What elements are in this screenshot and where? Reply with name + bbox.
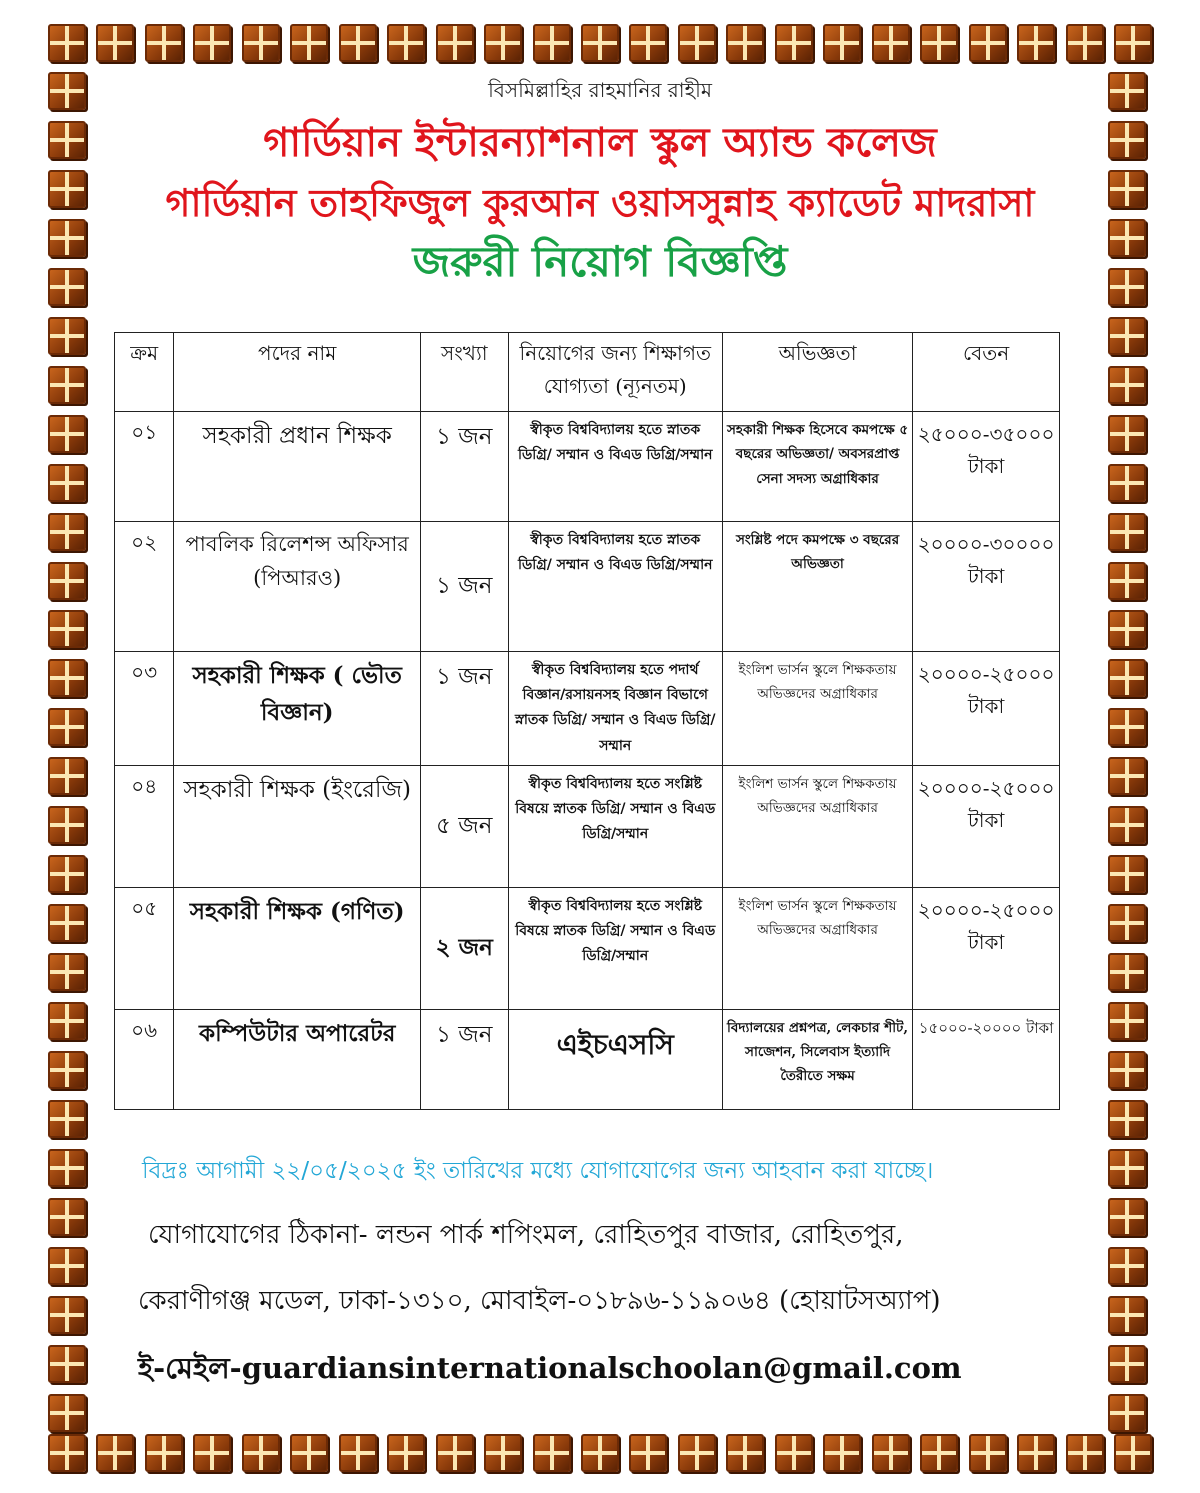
box-tile-icon xyxy=(872,24,910,62)
row-education: স্বীকৃত বিশ্ববিদ্যালয় হতে সংশ্লিষ্ট বিষয়ে স্নাতক ডিগ্রি/ সম্মান ও বিএড ডিগ্রি/সম্মান xyxy=(508,887,722,1009)
contact-address-line1: যোগাযোগের ঠিকানা- লন্ডন পার্ক শপিংমল, রোহিতপুর বাজার, রোহিতপুর, xyxy=(148,1220,904,1250)
table-header-row xyxy=(115,333,1060,412)
box-tile-icon xyxy=(436,24,474,62)
box-tile-icon xyxy=(48,1247,86,1285)
row-post: কম্পিউটার অপারেটর xyxy=(174,1009,421,1109)
box-tile-icon xyxy=(920,1434,958,1472)
box-tile-icon xyxy=(1066,1434,1104,1472)
box-tile-icon xyxy=(969,1434,1007,1472)
row-sl: ০৩ xyxy=(115,652,174,766)
madrasa-name: গার্ডিয়ান তাহফিজুল কুরআন ওয়াসসুন্নাহ ক্যাডেট মাদরাসা xyxy=(165,181,1035,225)
box-tile-icon xyxy=(1108,562,1146,600)
box-tile-icon xyxy=(48,170,86,208)
row-count: ১ জন xyxy=(420,652,508,766)
box-tile-icon xyxy=(387,1434,425,1472)
row-count: ৫ জন xyxy=(420,765,508,887)
notice-content xyxy=(100,70,1100,1385)
row-experience: সহকারী শিক্ষক হিসেবে কমপক্ষে ৫ বছরের অভিজ্ঞতা/ অবসরপ্রাপ্ত সেনা সদস্য অগ্রাধিকার xyxy=(722,412,912,522)
box-tile-icon xyxy=(533,24,571,62)
table-row xyxy=(115,412,1060,522)
box-tile-icon xyxy=(484,1434,522,1472)
box-tile-icon xyxy=(48,1394,86,1432)
row-experience: ইংলিশ ভার্সন স্কুলে শিক্ষকতায় অভিজ্ঞদের অগ্রাধিকার xyxy=(722,765,912,887)
box-tile-icon xyxy=(48,72,86,110)
box-tile-icon xyxy=(48,855,86,893)
box-tile-icon xyxy=(193,24,231,62)
box-tile-icon xyxy=(726,1434,764,1472)
box-tile-icon xyxy=(1108,1051,1146,1089)
row-education: স্বীকৃত বিশ্ববিদ্যালয় হতে স্নাতক ডিগ্রি/ সম্মান ও বিএড ডিগ্রি/সম্মান xyxy=(508,522,722,652)
box-tile-icon xyxy=(1108,1247,1146,1285)
box-tile-icon xyxy=(1108,708,1146,746)
header-sl: ক্রম xyxy=(115,333,174,412)
box-tile-icon xyxy=(48,562,86,600)
border-right xyxy=(1108,72,1152,1432)
table-row xyxy=(115,887,1060,1009)
box-tile-icon xyxy=(242,24,280,62)
box-tile-icon xyxy=(48,757,86,795)
border-top xyxy=(48,24,1152,68)
box-tile-icon xyxy=(339,1434,377,1472)
box-tile-icon xyxy=(1108,72,1146,110)
row-count: ১ জন xyxy=(420,1009,508,1109)
box-tile-icon xyxy=(1108,1345,1146,1383)
box-tile-icon xyxy=(1108,317,1146,355)
table-row xyxy=(115,522,1060,652)
box-tile-icon xyxy=(1108,513,1146,551)
row-experience: ইংলিশ ভার্সন স্কুলে শিক্ষকতায় অভিজ্ঞদের অগ্রাধিকার xyxy=(722,652,912,766)
box-tile-icon xyxy=(1108,757,1146,795)
box-tile-icon xyxy=(1108,953,1146,991)
box-tile-icon xyxy=(436,1434,474,1472)
box-tile-icon xyxy=(533,1434,571,1472)
row-experience: বিদ্যালয়ের প্রশ্নপত্র, লেকচার শীট, সাজেশন, সিলেবাস ইত্যাদি তৈরীতে সক্ষম xyxy=(722,1009,912,1109)
box-tile-icon xyxy=(1108,219,1146,257)
row-count: ১ জন xyxy=(420,522,508,652)
row-education: এইচএসসি xyxy=(508,1009,722,1109)
row-salary: ২০০০০-২৫০০০ টাকা xyxy=(913,652,1060,766)
box-tile-icon xyxy=(48,1296,86,1334)
box-tile-icon xyxy=(1114,1434,1152,1472)
box-tile-icon xyxy=(920,24,958,62)
box-tile-icon xyxy=(339,24,377,62)
box-tile-icon xyxy=(48,1198,86,1236)
box-tile-icon xyxy=(48,953,86,991)
row-education: স্বীকৃত বিশ্ববিদ্যালয় হতে সংশ্লিষ্ট বিষয়ে স্নাতক ডিগ্রি/ সম্মান ও বিএড ডিগ্রি/সম্মান xyxy=(508,765,722,887)
row-sl: ০৫ xyxy=(115,887,174,1009)
box-tile-icon xyxy=(1114,24,1152,62)
box-tile-icon xyxy=(726,24,764,62)
deadline-notice: বিদ্রঃ আগামী ২২/০৫/২০২৫ ইং তারিখের মধ্যে যোগাযোগের জন্য আহবান করা যাচ্ছে। xyxy=(142,1158,934,1184)
table-row xyxy=(115,1009,1060,1109)
header-experience: অভিজ্ঞতা xyxy=(722,333,912,412)
row-post: সহকারী শিক্ষক (গণিত) xyxy=(174,887,421,1009)
box-tile-icon xyxy=(1108,806,1146,844)
row-salary: ২০০০০-৩০০০০ টাকা xyxy=(913,522,1060,652)
box-tile-icon xyxy=(96,1434,134,1472)
box-tile-icon xyxy=(145,1434,183,1472)
box-tile-icon xyxy=(1108,268,1146,306)
row-education: স্বীকৃত বিশ্ববিদ্যালয় হতে স্নাতক ডিগ্রি/ সম্মান ও বিএড ডিগ্রি/সম্মান xyxy=(508,412,722,522)
box-tile-icon xyxy=(48,513,86,551)
box-tile-icon xyxy=(581,24,619,62)
box-tile-icon xyxy=(969,24,1007,62)
row-count: ১ জন xyxy=(420,412,508,522)
box-tile-icon xyxy=(145,24,183,62)
box-tile-icon xyxy=(48,464,86,502)
box-tile-icon xyxy=(48,219,86,257)
table-row xyxy=(115,765,1060,887)
box-tile-icon xyxy=(678,1434,716,1472)
row-salary: ১৫০০০-২০০০০ টাকা xyxy=(913,1009,1060,1109)
box-tile-icon xyxy=(48,1002,86,1040)
box-tile-icon xyxy=(48,268,86,306)
box-tile-icon xyxy=(823,24,861,62)
box-tile-icon xyxy=(48,415,86,453)
box-tile-icon xyxy=(1108,1296,1146,1334)
box-tile-icon xyxy=(1017,24,1055,62)
row-count: ২ জন xyxy=(420,887,508,1009)
row-sl: ০৪ xyxy=(115,765,174,887)
row-post: সহকারী শিক্ষক ( ভৌত বিজ্ঞান) xyxy=(174,652,421,766)
box-tile-icon xyxy=(1108,464,1146,502)
box-tile-icon xyxy=(1108,121,1146,159)
header-salary: বেতন xyxy=(913,333,1060,412)
box-tile-icon xyxy=(48,904,86,942)
box-tile-icon xyxy=(1108,1394,1146,1432)
table-row xyxy=(115,652,1060,766)
box-tile-icon xyxy=(581,1434,619,1472)
box-tile-icon xyxy=(629,24,667,62)
row-experience: সংশ্লিষ্ট পদে কমপক্ষে ৩ বছরের অভিজ্ঞতা xyxy=(722,522,912,652)
box-tile-icon xyxy=(290,24,328,62)
row-post: পাবলিক রিলেশন্স অফিসার (পিআরও) xyxy=(174,522,421,652)
box-tile-icon xyxy=(1108,904,1146,942)
box-tile-icon xyxy=(48,806,86,844)
row-sl: ০১ xyxy=(115,412,174,522)
row-post: সহকারী শিক্ষক (ইংরেজি) xyxy=(174,765,421,887)
box-tile-icon xyxy=(193,1434,231,1472)
box-tile-icon xyxy=(1066,24,1104,62)
notice-title: জরুরী নিয়োগ বিজ্ঞপ্তি xyxy=(412,236,788,286)
box-tile-icon xyxy=(775,24,813,62)
box-tile-icon xyxy=(1108,659,1146,697)
row-education: স্বীকৃত বিশ্ববিদ্যালয় হতে পদার্থ বিজ্ঞান/রসায়নসহ বিজ্ঞান বিভাগে স্নাতক ডিগ্রি/ সম্মান ও বিএড ডিগ্রি/সম্মান xyxy=(508,652,722,766)
box-tile-icon xyxy=(1108,415,1146,453)
box-tile-icon xyxy=(48,659,86,697)
header-education: নিয়োগের জন্য শিক্ষাগত যোগ্যতা (ন্যূনতম) xyxy=(508,333,722,412)
box-tile-icon xyxy=(1108,855,1146,893)
row-salary: ২০০০০-২৫০০০ টাকা xyxy=(913,765,1060,887)
box-tile-icon xyxy=(775,1434,813,1472)
bismillah: বিসমিল্লাহির রাহমানির রাহীম xyxy=(488,78,712,102)
box-tile-icon xyxy=(48,24,86,62)
box-tile-icon xyxy=(1017,1434,1055,1472)
header-post: পদের নাম xyxy=(174,333,421,412)
box-tile-icon xyxy=(96,24,134,62)
row-experience: ইংলিশ ভার্সন স্কুলে শিক্ষকতায় অভিজ্ঞদের অগ্রাধিকার xyxy=(722,887,912,1009)
box-tile-icon xyxy=(48,610,86,648)
box-tile-icon xyxy=(1108,170,1146,208)
contact-email: ই-মেইল-guardiansinternationalschoolan@gmail.com xyxy=(138,1351,962,1385)
box-tile-icon xyxy=(1108,1002,1146,1040)
box-tile-icon xyxy=(1108,1100,1146,1138)
box-tile-icon xyxy=(678,24,716,62)
box-tile-icon xyxy=(290,1434,328,1472)
row-salary: ২০০০০-২৫০০০ টাকা xyxy=(913,887,1060,1009)
row-sl: ০৬ xyxy=(115,1009,174,1109)
institution-name: গার্ডিয়ান ইন্টারন্যাশনাল স্কুল অ্যান্ড কলেজ xyxy=(263,120,937,166)
box-tile-icon xyxy=(629,1434,667,1472)
box-tile-icon xyxy=(242,1434,280,1472)
box-tile-icon xyxy=(48,1345,86,1383)
contact-address-line2: কেরাণীগঞ্জ মডেল, ঢাকা-১৩১০, মোবাইল-০১৮৯৬-১১৯০৬৪ (হোয়াটসঅ্যাপ) xyxy=(138,1286,941,1316)
border-bottom xyxy=(48,1434,1152,1478)
box-tile-icon xyxy=(1108,1149,1146,1187)
box-tile-icon xyxy=(484,24,522,62)
box-tile-icon xyxy=(48,708,86,746)
box-tile-icon xyxy=(48,366,86,404)
box-tile-icon xyxy=(1108,610,1146,648)
box-tile-icon xyxy=(48,121,86,159)
box-tile-icon xyxy=(48,1149,86,1187)
row-sl: ০২ xyxy=(115,522,174,652)
header-count: সংখ্যা xyxy=(420,333,508,412)
box-tile-icon xyxy=(387,24,425,62)
row-post: সহকারী প্রধান শিক্ষক xyxy=(174,412,421,522)
box-tile-icon xyxy=(48,1434,86,1472)
box-tile-icon xyxy=(823,1434,861,1472)
box-tile-icon xyxy=(48,1051,86,1089)
row-salary: ২৫০০০-৩৫০০০ টাকা xyxy=(913,412,1060,522)
box-tile-icon xyxy=(48,1100,86,1138)
box-tile-icon xyxy=(1108,1198,1146,1236)
border-left xyxy=(48,72,92,1432)
box-tile-icon xyxy=(48,317,86,355)
box-tile-icon xyxy=(1108,366,1146,404)
box-tile-icon xyxy=(872,1434,910,1472)
vacancy-table xyxy=(114,332,1060,1110)
